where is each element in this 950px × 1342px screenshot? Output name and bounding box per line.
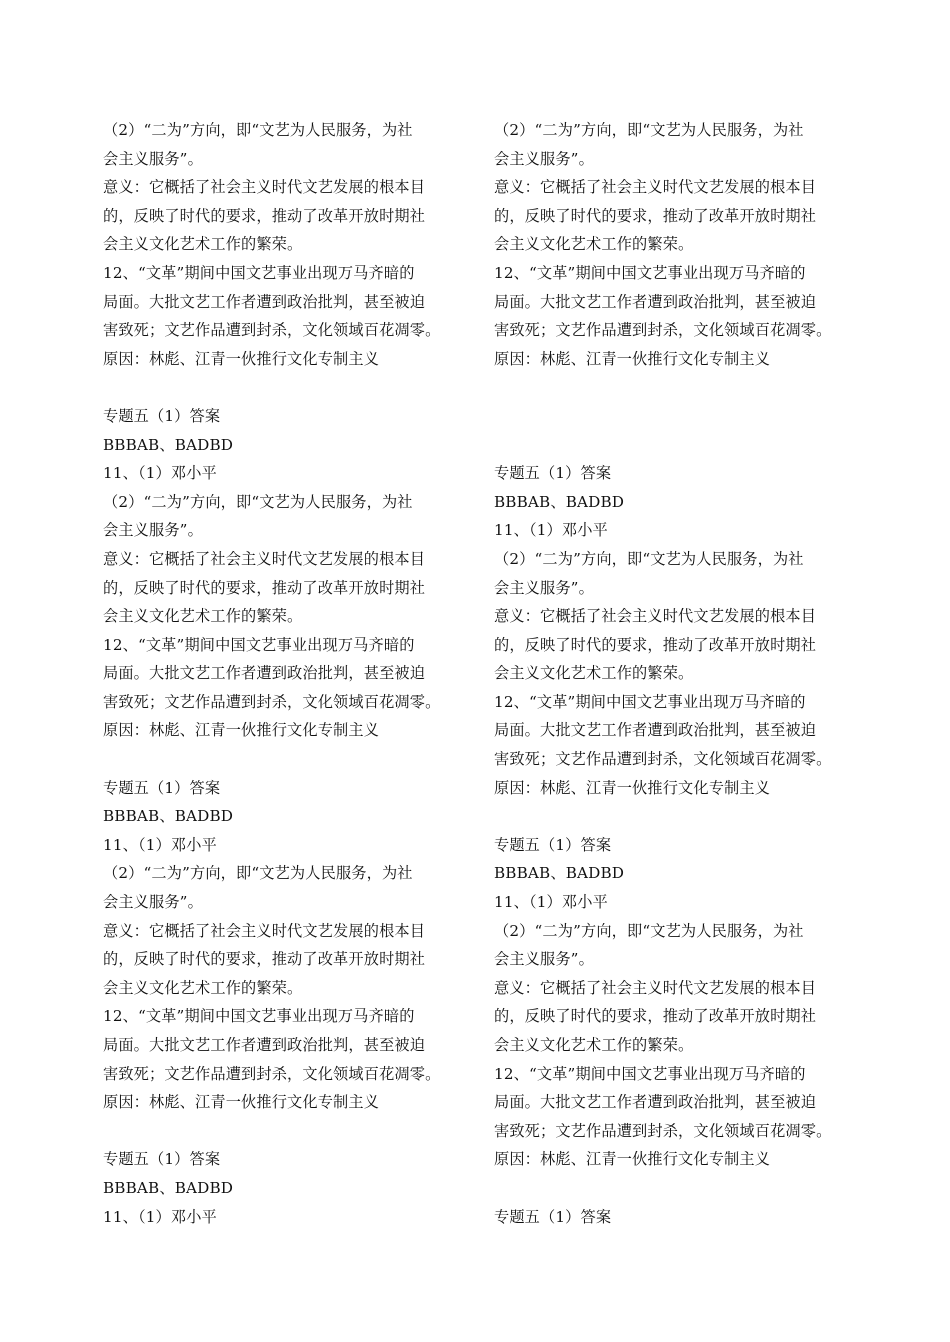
q11-part1: 11、（1）邓小平 — [494, 521, 608, 540]
meaning-line3: 会主义文化艺术工作的繁荣。 — [494, 1036, 694, 1054]
q12-line2: 局面。大批文艺工作者遭到政治批判，甚至被迫 — [103, 1036, 426, 1054]
q12-line3: 害致死；文艺作品遭到封杀，文化领域百花凋零。 — [494, 750, 832, 769]
meaning-line2: 的，反映了时代的要求，推动了改革开放时期社 — [103, 578, 426, 597]
spacer — [103, 745, 468, 774]
q11-part2-line1: （2）“二为”方向，即“文艺为人民服务，为社 — [103, 864, 413, 883]
q11-part1: 11、（1）邓小平 — [103, 835, 217, 854]
meaning-line2: 的，反映了时代的要求，推动了改革开放时期社 — [103, 206, 426, 225]
q12-line1: 12、“文革”期间中国文艺事业出现万马齐暗的 — [103, 263, 415, 282]
q11-part2-line1: （2）“二为”方向，即“文艺为人民服务，为社 — [103, 492, 413, 511]
mc-answers: BBBAB、BADBD — [103, 1178, 234, 1197]
q11-part2-line2: 会主义服务”。 — [494, 950, 594, 969]
q11-part2-line1: （2）“二为”方向，即“文艺为人民服务，为社 — [494, 121, 804, 139]
q11-part1: 11、（1）邓小平 — [103, 1207, 217, 1226]
section-heading: 专题五（1）答案 — [494, 835, 612, 854]
q12-line1: 12、“文革”期间中国文艺事业出现万马齐暗的 — [494, 1064, 806, 1083]
q12-line1: 12、“文革”期间中国文艺事业出现万马齐暗的 — [494, 263, 806, 282]
mc-answers: BBBAB、BADBD — [103, 435, 234, 454]
q12-line4: 原因：林彪、江青一伙推行文化专制主义 — [494, 1150, 771, 1169]
meaning-line1: 意义：它概括了社会主义时代文艺发展的根本目 — [494, 178, 817, 197]
meaning-line3: 会主义文化艺术工作的繁荣。 — [103, 978, 303, 997]
q12-line3: 害致死；文艺作品遭到封杀，文化领域百花凋零。 — [103, 321, 441, 340]
meaning-line3: 会主义文化艺术工作的繁荣。 — [103, 607, 303, 626]
mc-answers: BBBAB、BADBD — [103, 807, 234, 826]
q12-line2: 局面。大批文艺工作者遭到政治批判，甚至被迫 — [494, 292, 817, 311]
q12-line2: 局面。大批文艺工作者遭到政治批判，甚至被迫 — [103, 664, 426, 683]
meaning-line1: 意义：它概括了社会主义时代文艺发展的根本目 — [103, 549, 426, 568]
meaning-line2: 的，反映了时代的要求，推动了改革开放时期社 — [494, 635, 817, 654]
q12-line3: 害致死；文艺作品遭到封杀，文化领域百花凋零。 — [103, 692, 441, 711]
spacer — [494, 373, 859, 402]
spacer — [103, 1117, 468, 1146]
q12-line4: 原因：林彪、江青一伙推行文化专制主义 — [494, 778, 771, 797]
section-heading: 专题五（1）答案 — [103, 778, 221, 797]
q11-part1: 11、（1）邓小平 — [494, 893, 608, 912]
section-heading: 专题五（1）答案 — [103, 1150, 221, 1169]
q11-part2-line1: （2）“二为”方向，即“文艺为人民服务，为社 — [103, 121, 413, 139]
spacer — [494, 1174, 859, 1203]
meaning-line2: 的，反映了时代的要求，推动了改革开放时期社 — [494, 206, 817, 225]
q12-line2: 局面。大批文艺工作者遭到政治批判，甚至被迫 — [494, 721, 817, 740]
right-column — [494, 116, 859, 1231]
q11-part2-line1: （2）“二为”方向，即“文艺为人民服务，为社 — [494, 549, 804, 568]
q11-part2-line2: 会主义服务”。 — [494, 578, 594, 597]
meaning-line1: 意义：它概括了社会主义时代文艺发展的根本目 — [103, 178, 426, 197]
q12-line3: 害致死；文艺作品遭到封杀，文化领域百花凋零。 — [494, 1121, 832, 1140]
section-heading: 专题五（1）答案 — [494, 464, 612, 483]
q12-line1: 12、“文革”期间中国文艺事业出现万马齐暗的 — [494, 692, 806, 711]
section-heading: 专题五（1）答案 — [103, 406, 221, 425]
q12-line1: 12、“文革”期间中国文艺事业出现万马齐暗的 — [103, 1007, 415, 1026]
q12-line4: 原因：林彪、江青一伙推行文化专制主义 — [103, 1093, 380, 1112]
q12-line4: 原因：林彪、江青一伙推行文化专制主义 — [494, 349, 771, 368]
left-column — [103, 116, 468, 1231]
meaning-line3: 会主义文化艺术工作的繁荣。 — [494, 664, 694, 683]
meaning-line1: 意义：它概括了社会主义时代文艺发展的根本目 — [494, 978, 817, 997]
meaning-line2: 的，反映了时代的要求，推动了改革开放时期社 — [494, 1007, 817, 1026]
q12-line2: 局面。大批文艺工作者遭到政治批判，甚至被迫 — [103, 292, 426, 311]
meaning-line3: 会主义文化艺术工作的繁荣。 — [494, 235, 694, 254]
spacer — [494, 402, 859, 431]
q12-line4: 原因：林彪、江青一伙推行文化专制主义 — [103, 721, 380, 740]
q11-part2-line2: 会主义服务”。 — [103, 149, 203, 168]
q11-part2-line1: （2）“二为”方向，即“文艺为人民服务，为社 — [494, 921, 804, 940]
q11-part2-line2: 会主义服务”。 — [103, 893, 203, 912]
q11-part2-line2: 会主义服务”。 — [103, 521, 203, 540]
meaning-line2: 的，反映了时代的要求，推动了改革开放时期社 — [103, 950, 426, 969]
spacer — [494, 431, 859, 460]
q12-line4: 原因：林彪、江青一伙推行文化专制主义 — [103, 349, 380, 368]
mc-answers: BBBAB、BADBD — [494, 864, 625, 883]
q12-line3: 害致死；文艺作品遭到封杀，文化领域百花凋零。 — [494, 321, 832, 340]
q11-part2-line2: 会主义服务”。 — [494, 149, 594, 168]
q12-line1: 12、“文革”期间中国文艺事业出现万马齐暗的 — [103, 635, 415, 654]
q12-line3: 害致死；文艺作品遭到封杀，文化领域百花凋零。 — [103, 1064, 441, 1083]
q11-part1: 11、（1）邓小平 — [103, 464, 217, 483]
meaning-line1: 意义：它概括了社会主义时代文艺发展的根本目 — [103, 921, 426, 940]
mc-answers: BBBAB、BADBD — [494, 492, 625, 511]
spacer — [103, 373, 468, 402]
meaning-line1: 意义：它概括了社会主义时代文艺发展的根本目 — [494, 607, 817, 626]
meaning-line3: 会主义文化艺术工作的繁荣。 — [103, 235, 303, 254]
spacer — [494, 802, 859, 831]
section-heading: 专题五（1）答案 — [494, 1207, 612, 1226]
q12-line2: 局面。大批文艺工作者遭到政治批判，甚至被迫 — [494, 1093, 817, 1112]
